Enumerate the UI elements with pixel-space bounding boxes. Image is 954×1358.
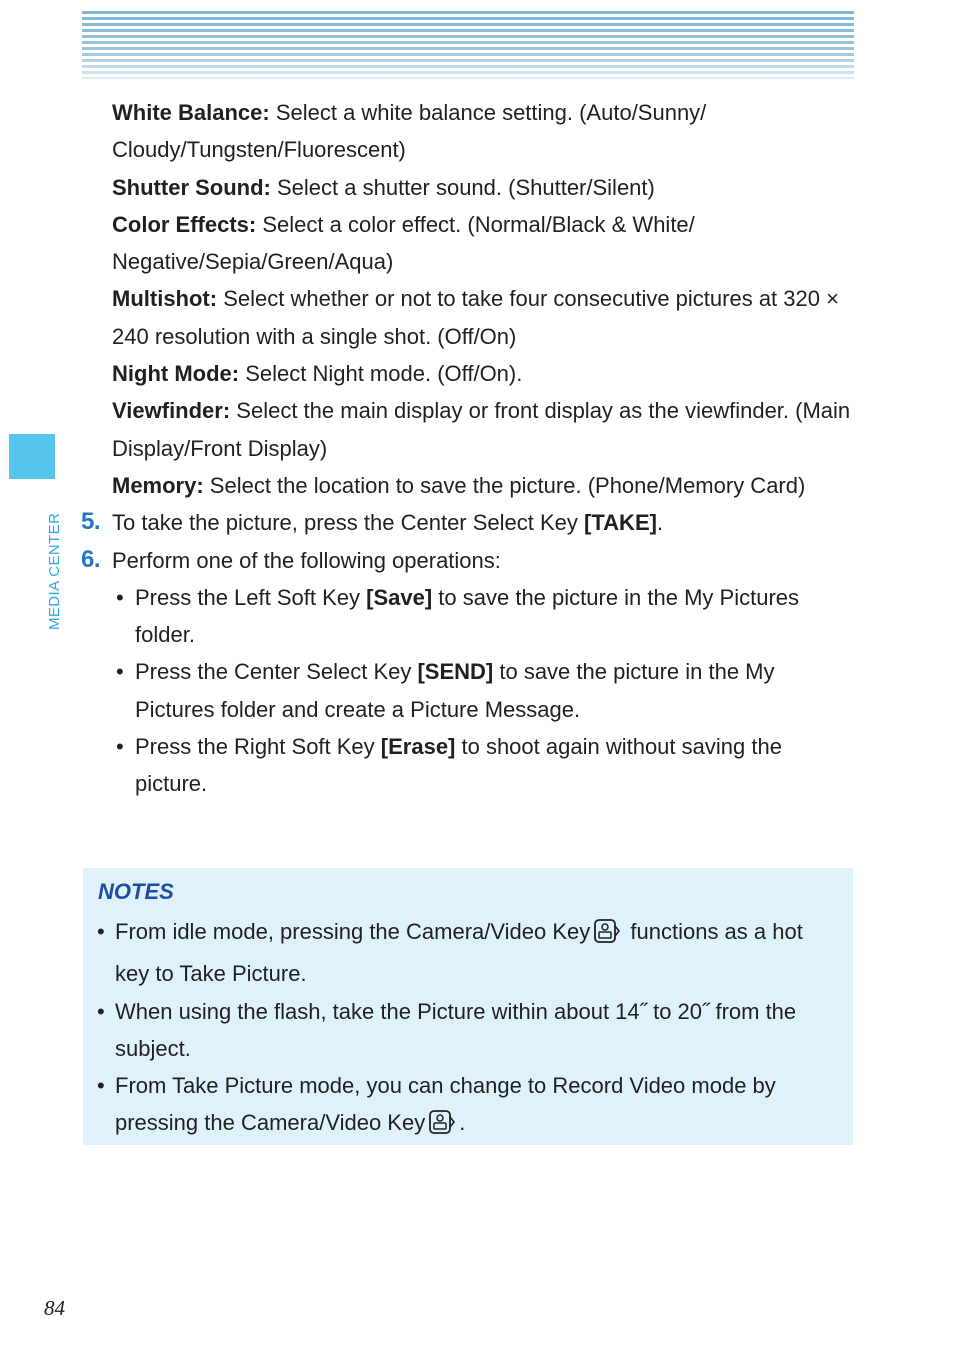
setting-memory bbox=[112, 467, 857, 504]
note-text: From idle mode, pressing the Camera/Video Key bbox=[115, 919, 591, 944]
key-label: [TAKE] bbox=[584, 510, 657, 536]
setting-term: Night Mode: bbox=[112, 361, 240, 387]
setting-term: Multishot: bbox=[112, 286, 218, 312]
step-text: To take the picture, press the Center Select Key bbox=[112, 510, 585, 536]
setting-term: Memory: bbox=[112, 472, 204, 498]
camera-video-key-icon bbox=[428, 1109, 456, 1146]
step-6 bbox=[81, 542, 857, 579]
item-text-after: to save the picture in the My Pictures folder. bbox=[135, 584, 800, 648]
setting-desc: Select a white balance setting. (Auto/Sunny/ Cloudy/Tungsten/Fluorescent) bbox=[112, 100, 707, 163]
setting-desc: Select a color effect. (Normal/Black & White/ Negative/Sepia/Green/Aqua) bbox=[112, 211, 695, 275]
setting-term: Shutter Sound: bbox=[112, 174, 271, 200]
item-text: Press the Center Select Key bbox=[135, 659, 418, 685]
main-content bbox=[81, 94, 857, 803]
note-item bbox=[97, 993, 842, 1068]
note-item bbox=[97, 1067, 842, 1147]
key-label: [Save] bbox=[366, 584, 433, 610]
setting-multishot bbox=[112, 280, 857, 355]
key-label: [Erase] bbox=[380, 734, 456, 760]
setting-white-balance bbox=[112, 94, 857, 169]
note-text: When using the flash, take the Picture within about 14˝ to 20˝ from the subject. bbox=[115, 998, 797, 1061]
item-text: Press the Right Soft Key bbox=[135, 734, 381, 760]
list-item bbox=[112, 653, 857, 728]
setting-desc: Select a shutter sound. (Shutter/Silent) bbox=[270, 174, 655, 200]
list-item bbox=[112, 579, 857, 654]
operations-list bbox=[112, 579, 857, 803]
setting-viewfinder bbox=[112, 392, 857, 467]
notes-list bbox=[97, 913, 842, 1147]
note-text: From Take Picture mode, you can change to Record Video mode by pressing the Camera/Video Key bbox=[115, 1073, 776, 1136]
step-text-after: . bbox=[656, 510, 664, 536]
setting-night-mode bbox=[112, 355, 857, 392]
page-number: 84 bbox=[44, 1296, 65, 1320]
item-text-after: to shoot again without saving the picture. bbox=[135, 734, 782, 797]
note-text-after: functions as a hot key to Take Picture. bbox=[115, 919, 803, 987]
section-tab-marker bbox=[9, 434, 55, 479]
setting-desc: Select whether or not to take four consecutive pictures at 320 × 240 resolution with a single shot. (Off/On) bbox=[112, 286, 839, 349]
camera-video-key-icon bbox=[593, 918, 621, 955]
note-text-after: . bbox=[459, 1110, 466, 1136]
setting-term: Color Effects: bbox=[112, 211, 257, 237]
setting-term: White Balance: bbox=[112, 100, 270, 125]
section-label: MEDIA CENTER bbox=[46, 512, 63, 630]
step-text: Perform one of the following operations: bbox=[112, 547, 501, 573]
notes-box bbox=[83, 868, 853, 1145]
setting-term: Viewfinder: bbox=[112, 398, 231, 424]
header-band bbox=[82, 11, 854, 79]
note-item bbox=[97, 913, 842, 993]
setting-desc: Select the main display or front display as the viewfinder. (Main Display/Front Display) bbox=[112, 398, 851, 461]
key-label: [SEND] bbox=[417, 659, 494, 685]
setting-color-effects bbox=[112, 206, 857, 281]
step-number: 5. bbox=[81, 508, 101, 536]
item-text: Press the Left Soft Key bbox=[135, 584, 367, 610]
list-item bbox=[112, 728, 857, 803]
notes-title: NOTES bbox=[98, 879, 174, 904]
setting-desc: Select the location to save the picture. (Phone/Memory Card) bbox=[203, 472, 806, 498]
item-text-after: to save the picture in the My Pictures folder and create a Picture Message. bbox=[135, 659, 775, 722]
step-number: 6. bbox=[81, 545, 101, 573]
setting-shutter-sound bbox=[112, 169, 857, 206]
setting-desc: Select Night mode. (Off/On). bbox=[239, 361, 523, 387]
step-5 bbox=[81, 504, 857, 541]
